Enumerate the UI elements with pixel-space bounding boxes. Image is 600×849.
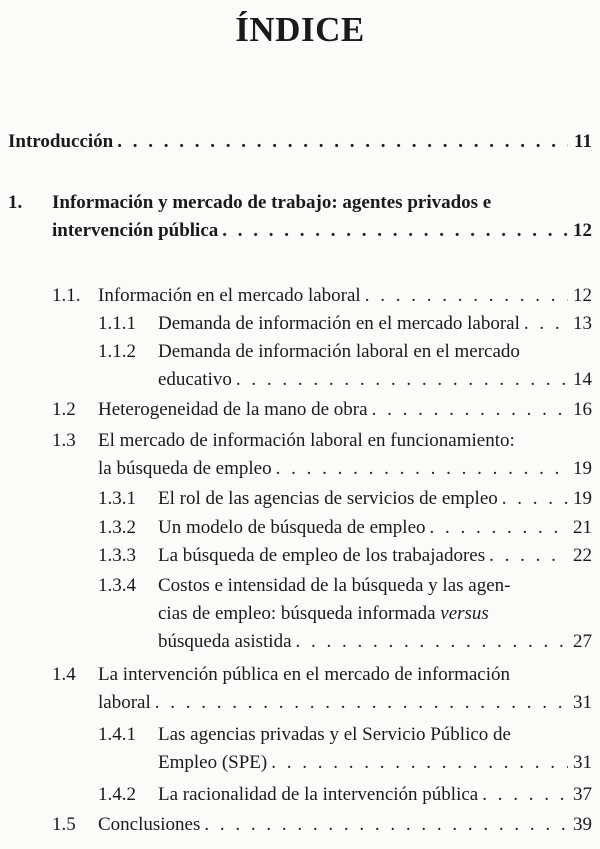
toc-entry-1-3-1[interactable]	[98, 485, 592, 513]
page-number: 12	[573, 220, 592, 241]
dot-leader	[222, 217, 568, 245]
entry-label-text: cias de empleo: búsqueda informada	[158, 603, 436, 624]
dot-leader	[117, 128, 568, 156]
toc-entry-1-1[interactable]	[52, 282, 592, 310]
toc-entry-1-1-2[interactable]	[98, 338, 592, 394]
entry-label: Información en el mercado laboral	[98, 285, 361, 306]
entry-number: 1.1.2	[98, 341, 136, 362]
entry-label-line: El mercado de información laboral en funcionamiento:	[98, 430, 515, 451]
entry-label: Un modelo de búsqueda de empleo	[158, 517, 426, 538]
entry-number: 1.1.1	[98, 313, 136, 334]
dot-leader	[365, 282, 568, 310]
entry-number: 1.	[8, 192, 23, 213]
page-title: ÍNDICE	[235, 10, 365, 49]
entry-label: La búsqueda de empleo de los trabajadores	[158, 545, 486, 566]
toc-entry-1-3-2[interactable]	[98, 514, 592, 542]
entry-label-line: Las agencias privadas y el Servicio Público de	[158, 724, 511, 745]
dot-leader	[204, 811, 568, 839]
entry-label-line	[158, 600, 592, 628]
toc-entry-1-3-4[interactable]	[98, 572, 592, 656]
dot-leader	[502, 485, 568, 513]
entry-number: 1.4.1	[98, 724, 136, 745]
entry-label: Introducción	[8, 131, 114, 152]
entry-label: Demanda de información en el mercado laboral	[158, 313, 520, 334]
page-number: 37	[573, 784, 592, 805]
toc-entry-1-3[interactable]	[52, 427, 592, 483]
entry-number: 1.4.2	[98, 784, 136, 805]
entry-label: Heterogeneidad de la mano de obra	[98, 399, 368, 420]
entry-label: Conclusiones	[98, 814, 201, 835]
dot-leader	[236, 366, 568, 394]
entry-label-line: educativo	[158, 369, 232, 390]
page-number: 19	[573, 458, 592, 479]
entry-number: 1.3	[52, 430, 76, 451]
entry-number: 1.3.1	[98, 488, 136, 509]
page-number: 21	[573, 517, 592, 538]
dot-leader	[372, 396, 568, 424]
toc-entry-intro[interactable]	[8, 128, 592, 156]
entry-number: 1.1.	[52, 285, 81, 306]
dot-leader	[489, 542, 568, 570]
entry-label-line: Empleo (SPE)	[158, 752, 268, 773]
toc-entry-chapter-1[interactable]	[8, 189, 592, 245]
toc-entry-1-2[interactable]	[52, 396, 592, 424]
entry-label-line: laboral	[98, 692, 151, 713]
page-number: 31	[573, 752, 592, 773]
entry-label: La racionalidad de la intervención pública	[158, 784, 479, 805]
entry-label-line: intervención pública	[52, 220, 219, 241]
entry-number: 1.5	[52, 814, 76, 835]
page-number: 16	[573, 399, 592, 420]
page-number: 12	[573, 285, 592, 306]
entry-label: El rol de las agencias de servicios de empleo	[158, 488, 498, 509]
dot-leader	[155, 689, 568, 717]
entry-label-line: La intervención pública en el mercado de información	[98, 664, 511, 685]
entry-number: 1.3.3	[98, 545, 136, 566]
page-number: 19	[573, 488, 592, 509]
page-number: 11	[574, 131, 592, 152]
dot-leader	[296, 628, 568, 656]
dot-leader	[271, 749, 568, 777]
dot-leader	[524, 310, 568, 338]
entry-label-line: Costos e intensidad de la búsqueda y las agen-	[158, 575, 511, 596]
toc-entry-1-4-1[interactable]	[98, 721, 592, 777]
entry-label-line: Información y mercado de trabajo: agentes privados e	[52, 192, 492, 213]
entry-number: 1.4	[52, 664, 76, 685]
entry-number: 1.3.2	[98, 517, 136, 538]
entry-label-line: Demanda de información laboral en el mercado	[158, 341, 520, 362]
page-number: 39	[573, 814, 592, 835]
entry-number: 1.3.4	[98, 575, 136, 596]
page-number: 31	[573, 692, 592, 713]
dot-leader	[430, 514, 568, 542]
toc-entry-1-4-2[interactable]	[98, 781, 592, 809]
entry-label-line: la búsqueda de empleo	[98, 458, 272, 479]
entry-label-line: búsqueda asistida	[158, 631, 292, 652]
page-number: 14	[573, 369, 592, 390]
toc-entry-1-5[interactable]	[52, 811, 592, 839]
entry-label-italic: versus	[440, 603, 489, 624]
dot-leader	[276, 455, 568, 483]
page-number: 13	[573, 313, 592, 334]
toc-entry-1-3-3[interactable]	[98, 542, 592, 570]
dot-leader	[482, 781, 568, 809]
toc-entry-1-4[interactable]	[52, 661, 592, 717]
page-number: 27	[573, 631, 592, 652]
toc-entry-1-1-1[interactable]	[98, 310, 592, 338]
page-number: 22	[573, 545, 592, 566]
entry-number: 1.2	[52, 399, 76, 420]
